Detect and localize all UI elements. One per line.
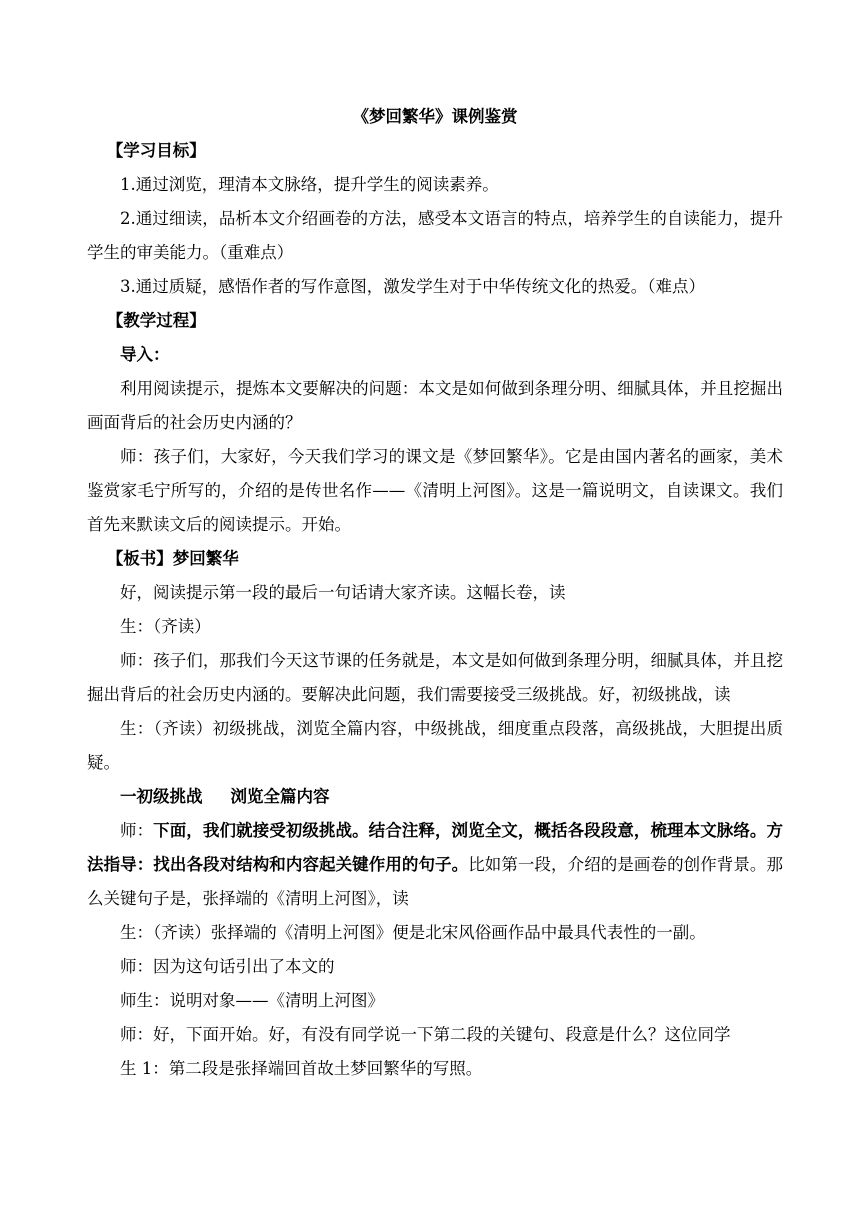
challenge-heading-task: 浏览全篇内容: [230, 787, 330, 806]
intro-paragraph-2: 师：孩子们，大家好，今天我们学习的课文是《梦回繁华》。它是由国内著名的画家，美术鉴赏家毛宁所写的，介绍的是传世名作——《清明上河图》。这是一篇说明文，自读课文。我们首先来默读文后的阅读提示。开始。: [87, 447, 783, 534]
board-text: 梦回繁华: [172, 549, 239, 568]
teacher-prefix: 师：: [120, 821, 154, 840]
document-body: [87, 100, 783, 1086]
paragraph-teacher-question: 师：好，下面开始。好，有没有同学说一下第二段的关键句、段意是什么？这位同学: [120, 1025, 731, 1044]
section-heading-process: 【教学过程】: [106, 311, 206, 330]
paragraph-method-guide: [87, 814, 783, 916]
section-heading-goals: 【学习目标】: [106, 141, 206, 160]
board-line: [87, 542, 783, 576]
paragraph-teacher-student: 师生：说明对象——《清明上河图》: [120, 991, 384, 1010]
paragraph-read-prompt: 好，阅读提示第一段的最后一句话请大家齐读。这幅长卷，读: [120, 583, 566, 602]
paragraph-task: 师：孩子们，那我们今天这节课的任务就是，本文是如何做到条理分明，细腻具体，并且挖掘出背后的社会历史内涵的。要解决此问题，我们需要接受三级挑战。好，初级挑战，读: [87, 651, 783, 704]
goal-item-3: 3.通过质疑，感悟作者的写作意图，激发学生对于中华传统文化的热爱。（难点）: [120, 277, 705, 296]
paragraph-student-1-answer: 生 1：第二段是张择端回首故土梦回繁华的写照。: [120, 1059, 483, 1078]
document-title: 《梦回繁华》课例鉴赏: [352, 107, 518, 126]
teacher-instruction-bold: 下面，我们就接受初级挑战。结合注释，浏览全文，概括各段段意，梳理本文脉络。方法指导：找出各段对结构和内容起关键作用的句子。: [87, 821, 784, 874]
goal-item-2: 2.通过细读，品析本文介绍画卷的方法，感受本文语言的特点，培养学生的自读能力，提升学生的审美能力。（重难点）: [87, 209, 783, 262]
challenge-heading: [87, 780, 783, 814]
paragraph-student-key-sentence: 生：（齐读）张择端的《清明上河图》便是北宋风俗画作品中最具代表性的一副。: [120, 923, 706, 942]
challenge-heading-level: 一初级挑战: [120, 787, 203, 806]
intro-paragraph-1: 利用阅读提示，提炼本文要解决的问题：本文是如何做到条理分明、细腻具体，并且挖掘出画面背后的社会历史内涵的？: [87, 379, 783, 432]
paragraph-three-challenges: 生：（齐读）初级挑战，浏览全篇内容，中级挑战，细度重点段落，高级挑战，大胆提出质疑。: [87, 719, 783, 772]
goal-item-1: 1.通过浏览，理清本文脉络，提升学生的阅读素养。: [120, 175, 499, 194]
paragraph-teacher-lead: 师：因为这句话引出了本文的: [120, 957, 335, 976]
paragraph-student-read: 生：（齐读）: [120, 617, 211, 636]
intro-heading: 导入：: [120, 345, 170, 364]
teacher-instruction-normal: 比如第一段，介绍的是画卷的创作背景。那么关键句子是，张择端的《清明上河图》，读: [87, 855, 784, 908]
board-label: 【板书】: [106, 549, 173, 568]
